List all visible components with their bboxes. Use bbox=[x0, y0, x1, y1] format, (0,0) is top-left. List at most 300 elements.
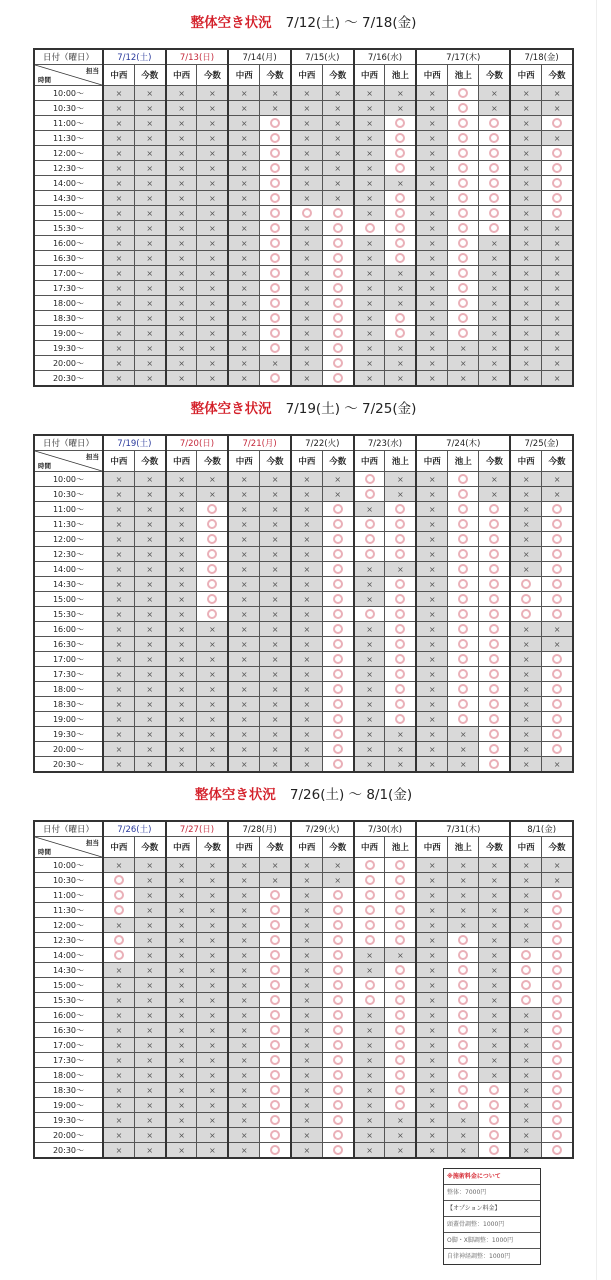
slot-available bbox=[448, 502, 479, 517]
slot-available bbox=[322, 236, 353, 251]
slot-available bbox=[260, 888, 291, 903]
slot-unavailable bbox=[416, 161, 447, 176]
slot-unavailable bbox=[291, 712, 322, 727]
cross-icon: × bbox=[178, 905, 185, 915]
cross-icon: × bbox=[146, 148, 154, 158]
cross-icon: × bbox=[522, 133, 530, 143]
slot-unavailable bbox=[479, 311, 510, 326]
slot-unavailable bbox=[385, 356, 416, 371]
cross-icon: × bbox=[366, 1010, 373, 1020]
slot-unavailable bbox=[228, 1083, 259, 1098]
slot-available bbox=[542, 517, 573, 532]
circle-icon bbox=[333, 238, 343, 248]
cross-icon: × bbox=[459, 905, 467, 915]
cross-icon: × bbox=[553, 238, 561, 248]
cross-icon: × bbox=[240, 118, 248, 128]
cross-icon: × bbox=[115, 654, 123, 664]
cross-icon: × bbox=[522, 358, 530, 368]
cross-icon: × bbox=[397, 268, 404, 278]
slot-unavailable bbox=[291, 577, 322, 592]
slot-unavailable bbox=[416, 652, 447, 667]
slot-available bbox=[448, 1023, 479, 1038]
time-slot-row bbox=[34, 532, 573, 547]
slot-unavailable bbox=[510, 221, 541, 236]
cross-icon: × bbox=[209, 1115, 216, 1125]
slot-unavailable bbox=[197, 371, 228, 387]
cross-icon: × bbox=[209, 253, 216, 263]
slot-unavailable bbox=[228, 131, 259, 146]
cross-icon: × bbox=[303, 714, 311, 724]
cross-icon: × bbox=[271, 489, 279, 499]
slot-available bbox=[542, 532, 573, 547]
cross-icon: × bbox=[428, 965, 436, 975]
time-cell: 16:30～ bbox=[34, 251, 103, 266]
cross-icon: × bbox=[491, 313, 498, 323]
slot-unavailable bbox=[416, 326, 447, 341]
circle-icon bbox=[395, 699, 405, 709]
cross-icon: × bbox=[303, 669, 311, 679]
cross-icon: × bbox=[428, 373, 436, 383]
slot-unavailable bbox=[197, 1068, 228, 1083]
cross-icon: × bbox=[303, 1130, 311, 1140]
staff-header: 中西 bbox=[228, 837, 259, 858]
slot-available bbox=[354, 918, 385, 933]
slot-available bbox=[260, 1023, 291, 1038]
cross-icon: × bbox=[553, 298, 561, 308]
slot-available bbox=[448, 517, 479, 532]
slot-available bbox=[385, 206, 416, 221]
cross-icon: × bbox=[209, 283, 216, 293]
cross-icon: × bbox=[366, 328, 373, 338]
slot-unavailable bbox=[134, 116, 165, 131]
cross-icon: × bbox=[178, 328, 185, 338]
cross-icon: × bbox=[271, 654, 279, 664]
time-slot-row bbox=[34, 517, 573, 532]
cross-icon: × bbox=[366, 343, 373, 353]
slot-unavailable bbox=[416, 532, 447, 547]
slot-unavailable bbox=[416, 858, 447, 873]
circle-icon bbox=[489, 223, 499, 233]
slot-unavailable bbox=[166, 86, 197, 101]
slot-unavailable bbox=[448, 757, 479, 773]
circle-icon bbox=[333, 1010, 343, 1020]
cross-icon: × bbox=[366, 1115, 373, 1125]
slot-unavailable bbox=[260, 592, 291, 607]
slot-unavailable bbox=[260, 697, 291, 712]
circle-icon bbox=[114, 905, 124, 915]
slot-available bbox=[322, 296, 353, 311]
slot-unavailable bbox=[416, 221, 447, 236]
cross-icon: × bbox=[334, 489, 342, 499]
circle-icon bbox=[458, 564, 468, 574]
slot-unavailable bbox=[291, 1038, 322, 1053]
staff-header: 中西 bbox=[166, 65, 197, 86]
time-slot-row bbox=[34, 933, 573, 948]
slot-unavailable bbox=[510, 341, 541, 356]
cross-icon: × bbox=[553, 133, 561, 143]
cross-icon: × bbox=[366, 639, 373, 649]
slot-available bbox=[479, 712, 510, 727]
staff-header-row bbox=[34, 451, 573, 472]
slot-unavailable bbox=[166, 251, 197, 266]
slot-unavailable bbox=[134, 101, 165, 116]
cross-icon: × bbox=[428, 268, 436, 278]
cross-icon: × bbox=[553, 759, 561, 769]
slot-unavailable bbox=[510, 251, 541, 266]
pricing-heading: ※施術料金について bbox=[444, 1169, 540, 1185]
cross-icon: × bbox=[303, 103, 311, 113]
cross-icon: × bbox=[146, 223, 154, 233]
circle-icon bbox=[395, 980, 405, 990]
slot-unavailable bbox=[197, 266, 228, 281]
staff-header: 今数 bbox=[322, 837, 353, 858]
slot-unavailable bbox=[103, 1083, 134, 1098]
cross-icon: × bbox=[209, 489, 216, 499]
circle-icon bbox=[458, 980, 468, 990]
cross-icon: × bbox=[146, 579, 154, 589]
circle-icon bbox=[207, 609, 217, 619]
slot-unavailable bbox=[354, 1053, 385, 1068]
cross-icon: × bbox=[553, 474, 561, 484]
circle-icon bbox=[395, 328, 405, 338]
slot-unavailable bbox=[510, 281, 541, 296]
circle-icon bbox=[333, 358, 343, 368]
circle-icon bbox=[270, 1040, 280, 1050]
time-cell: 19:30～ bbox=[34, 341, 103, 356]
staff-header: 今数 bbox=[479, 837, 510, 858]
slot-unavailable bbox=[510, 487, 541, 502]
slot-unavailable bbox=[103, 963, 134, 978]
slot-unavailable bbox=[166, 1083, 197, 1098]
cross-icon: × bbox=[146, 920, 154, 930]
cross-icon: × bbox=[146, 965, 154, 975]
slot-available bbox=[542, 502, 573, 517]
slot-unavailable bbox=[291, 116, 322, 131]
slot-unavailable bbox=[291, 742, 322, 757]
slot-available bbox=[385, 251, 416, 266]
cross-icon: × bbox=[397, 298, 404, 308]
slot-unavailable bbox=[166, 918, 197, 933]
slot-unavailable bbox=[103, 592, 134, 607]
slot-unavailable bbox=[416, 1068, 447, 1083]
slot-unavailable bbox=[166, 1143, 197, 1159]
cross-icon: × bbox=[428, 995, 436, 1005]
slot-unavailable bbox=[197, 622, 228, 637]
cross-icon: × bbox=[240, 1070, 248, 1080]
slot-unavailable bbox=[416, 948, 447, 963]
slot-available bbox=[260, 131, 291, 146]
slot-unavailable bbox=[510, 1113, 541, 1128]
circle-icon bbox=[270, 1100, 280, 1110]
slot-unavailable bbox=[479, 948, 510, 963]
cross-icon: × bbox=[240, 669, 248, 679]
slot-unavailable bbox=[416, 341, 447, 356]
slot-available bbox=[385, 1083, 416, 1098]
slot-unavailable bbox=[134, 266, 165, 281]
cross-icon: × bbox=[428, 1085, 436, 1095]
slot-unavailable bbox=[291, 858, 322, 873]
staff-header: 池上 bbox=[448, 837, 479, 858]
cross-icon: × bbox=[209, 133, 216, 143]
time-cell: 14:00～ bbox=[34, 176, 103, 191]
slot-unavailable bbox=[103, 281, 134, 296]
cross-icon: × bbox=[240, 549, 248, 559]
cross-icon: × bbox=[366, 88, 373, 98]
slot-unavailable bbox=[228, 517, 259, 532]
cross-icon: × bbox=[271, 504, 279, 514]
slot-unavailable bbox=[510, 131, 541, 146]
staff-header: 池上 bbox=[448, 65, 479, 86]
cross-icon: × bbox=[271, 564, 279, 574]
slot-unavailable bbox=[510, 206, 541, 221]
slot-unavailable bbox=[103, 116, 134, 131]
slot-unavailable bbox=[416, 978, 447, 993]
cross-icon: × bbox=[553, 88, 561, 98]
slot-unavailable bbox=[510, 1023, 541, 1038]
staff-header: 中西 bbox=[291, 451, 322, 472]
cross-icon: × bbox=[115, 639, 123, 649]
cross-icon: × bbox=[303, 343, 311, 353]
slot-available bbox=[385, 697, 416, 712]
cross-icon: × bbox=[428, 639, 436, 649]
cross-icon: × bbox=[334, 875, 342, 885]
slot-unavailable bbox=[134, 933, 165, 948]
staff-header: 中西 bbox=[103, 65, 134, 86]
circle-icon bbox=[489, 684, 499, 694]
slot-unavailable bbox=[385, 101, 416, 116]
slot-available bbox=[385, 712, 416, 727]
slot-unavailable bbox=[197, 86, 228, 101]
slot-unavailable bbox=[291, 873, 322, 888]
staff-header: 中西 bbox=[228, 451, 259, 472]
slot-unavailable bbox=[542, 326, 573, 341]
slot-unavailable bbox=[228, 547, 259, 562]
slot-available bbox=[322, 757, 353, 773]
cross-icon: × bbox=[146, 118, 154, 128]
slot-unavailable bbox=[228, 1128, 259, 1143]
slot-unavailable bbox=[228, 326, 259, 341]
cross-icon: × bbox=[178, 995, 185, 1005]
slot-unavailable bbox=[448, 341, 479, 356]
slot-available bbox=[354, 532, 385, 547]
slot-unavailable bbox=[134, 577, 165, 592]
cross-icon: × bbox=[115, 534, 123, 544]
cross-icon: × bbox=[115, 328, 123, 338]
circle-icon bbox=[207, 504, 217, 514]
slot-unavailable bbox=[260, 727, 291, 742]
schedule-section-week2 bbox=[33, 398, 574, 773]
slot-unavailable bbox=[510, 742, 541, 757]
circle-icon bbox=[270, 1010, 280, 1020]
cross-icon: × bbox=[428, 223, 436, 233]
slot-available bbox=[103, 873, 134, 888]
slot-unavailable bbox=[354, 1038, 385, 1053]
slot-unavailable bbox=[354, 371, 385, 387]
cross-icon: × bbox=[366, 1055, 373, 1065]
slot-unavailable bbox=[260, 873, 291, 888]
cross-icon: × bbox=[491, 238, 498, 248]
cross-icon: × bbox=[178, 238, 185, 248]
slot-unavailable bbox=[228, 371, 259, 387]
circle-icon bbox=[333, 684, 343, 694]
cross-icon: × bbox=[178, 875, 185, 885]
slot-available bbox=[322, 532, 353, 547]
circle-icon bbox=[395, 519, 405, 529]
slot-available bbox=[542, 903, 573, 918]
slot-unavailable bbox=[197, 146, 228, 161]
slot-unavailable bbox=[228, 311, 259, 326]
cross-icon: × bbox=[522, 489, 530, 499]
slot-available bbox=[260, 1083, 291, 1098]
slot-available bbox=[385, 1053, 416, 1068]
time-cell: 14:00～ bbox=[34, 562, 103, 577]
time-slot-row bbox=[34, 873, 573, 888]
slot-unavailable bbox=[416, 667, 447, 682]
slot-available bbox=[322, 1083, 353, 1098]
slot-unavailable bbox=[103, 622, 134, 637]
cross-icon: × bbox=[240, 489, 248, 499]
circle-icon bbox=[489, 1085, 499, 1095]
cross-icon: × bbox=[428, 890, 436, 900]
cross-icon: × bbox=[209, 268, 216, 278]
circle-icon bbox=[365, 534, 375, 544]
slot-available bbox=[448, 1083, 479, 1098]
slot-unavailable bbox=[103, 667, 134, 682]
circle-icon bbox=[552, 148, 562, 158]
slot-available bbox=[354, 903, 385, 918]
cross-icon: × bbox=[366, 268, 373, 278]
slot-available bbox=[479, 547, 510, 562]
slot-unavailable bbox=[197, 1143, 228, 1159]
slot-available bbox=[322, 251, 353, 266]
cross-icon: × bbox=[522, 1115, 530, 1125]
slot-unavailable bbox=[291, 296, 322, 311]
cross-icon: × bbox=[240, 890, 248, 900]
schedule-section-week1 bbox=[33, 12, 574, 387]
cross-icon: × bbox=[178, 163, 185, 173]
cross-icon: × bbox=[366, 1130, 373, 1140]
cross-icon: × bbox=[178, 253, 185, 263]
slot-available bbox=[322, 652, 353, 667]
slot-available bbox=[260, 251, 291, 266]
slot-available bbox=[260, 161, 291, 176]
cross-icon: × bbox=[303, 283, 311, 293]
slot-unavailable bbox=[322, 86, 353, 101]
slot-available bbox=[354, 873, 385, 888]
cross-icon: × bbox=[240, 103, 248, 113]
slot-unavailable bbox=[228, 577, 259, 592]
cross-icon: × bbox=[491, 88, 498, 98]
slot-unavailable bbox=[197, 236, 228, 251]
cross-icon: × bbox=[209, 1070, 216, 1080]
time-cell: 20:00～ bbox=[34, 1128, 103, 1143]
slot-unavailable bbox=[166, 131, 197, 146]
time-cell: 20:30～ bbox=[34, 757, 103, 773]
circle-icon bbox=[333, 343, 343, 353]
time-cell: 10:30～ bbox=[34, 873, 103, 888]
cross-icon: × bbox=[146, 328, 154, 338]
cross-icon: × bbox=[334, 860, 342, 870]
slot-unavailable bbox=[542, 101, 573, 116]
cross-icon: × bbox=[178, 1085, 185, 1095]
cross-icon: × bbox=[240, 313, 248, 323]
circle-icon bbox=[333, 564, 343, 574]
slot-available bbox=[542, 1113, 573, 1128]
cross-icon: × bbox=[303, 744, 311, 754]
slot-available bbox=[542, 1128, 573, 1143]
slot-unavailable bbox=[354, 727, 385, 742]
slot-unavailable bbox=[103, 472, 134, 487]
slot-unavailable bbox=[542, 86, 573, 101]
slot-unavailable bbox=[197, 712, 228, 727]
slot-unavailable bbox=[510, 191, 541, 206]
cross-icon: × bbox=[178, 594, 185, 604]
slot-unavailable bbox=[166, 637, 197, 652]
cross-icon: × bbox=[209, 1130, 216, 1140]
slot-available bbox=[542, 547, 573, 562]
cross-icon: × bbox=[178, 1130, 185, 1140]
circle-icon bbox=[270, 133, 280, 143]
circle-icon bbox=[458, 504, 468, 514]
slot-available bbox=[385, 131, 416, 146]
pricing-base: 整体：7000円 bbox=[444, 1185, 540, 1201]
day-header: 7/24(木) bbox=[416, 435, 510, 451]
cross-icon: × bbox=[271, 88, 279, 98]
slot-unavailable bbox=[416, 682, 447, 697]
slot-unavailable bbox=[166, 742, 197, 757]
slot-unavailable bbox=[510, 161, 541, 176]
slot-available bbox=[385, 622, 416, 637]
cross-icon: × bbox=[209, 1145, 216, 1155]
cross-icon: × bbox=[146, 875, 154, 885]
cross-icon: × bbox=[178, 298, 185, 308]
circle-icon bbox=[333, 208, 343, 218]
cross-icon: × bbox=[303, 1115, 311, 1125]
slot-unavailable bbox=[291, 682, 322, 697]
slot-unavailable bbox=[103, 1098, 134, 1113]
cross-icon: × bbox=[397, 1130, 404, 1140]
day-header: 7/30(水) bbox=[354, 821, 417, 837]
slot-available bbox=[260, 948, 291, 963]
circle-icon bbox=[395, 148, 405, 158]
cross-icon: × bbox=[303, 699, 311, 709]
slot-unavailable bbox=[385, 487, 416, 502]
cross-icon: × bbox=[428, 343, 436, 353]
slot-available bbox=[322, 1023, 353, 1038]
cross-icon: × bbox=[115, 860, 123, 870]
slot-unavailable bbox=[134, 1143, 165, 1159]
slot-unavailable bbox=[291, 948, 322, 963]
cross-icon: × bbox=[146, 133, 154, 143]
circle-icon bbox=[552, 609, 562, 619]
slot-unavailable bbox=[103, 221, 134, 236]
slot-unavailable bbox=[542, 858, 573, 873]
cross-icon: × bbox=[178, 148, 185, 158]
slot-unavailable bbox=[291, 251, 322, 266]
slot-unavailable bbox=[228, 266, 259, 281]
circle-icon bbox=[458, 639, 468, 649]
circle-icon bbox=[270, 268, 280, 278]
cross-icon: × bbox=[115, 1115, 123, 1125]
circle-icon bbox=[395, 253, 405, 263]
slot-unavailable bbox=[166, 697, 197, 712]
cross-icon: × bbox=[209, 1010, 216, 1020]
slot-unavailable bbox=[166, 161, 197, 176]
cross-icon: × bbox=[334, 193, 342, 203]
day-header: 8/1(金) bbox=[510, 821, 573, 837]
slot-unavailable bbox=[416, 1143, 447, 1159]
slot-unavailable bbox=[510, 502, 541, 517]
